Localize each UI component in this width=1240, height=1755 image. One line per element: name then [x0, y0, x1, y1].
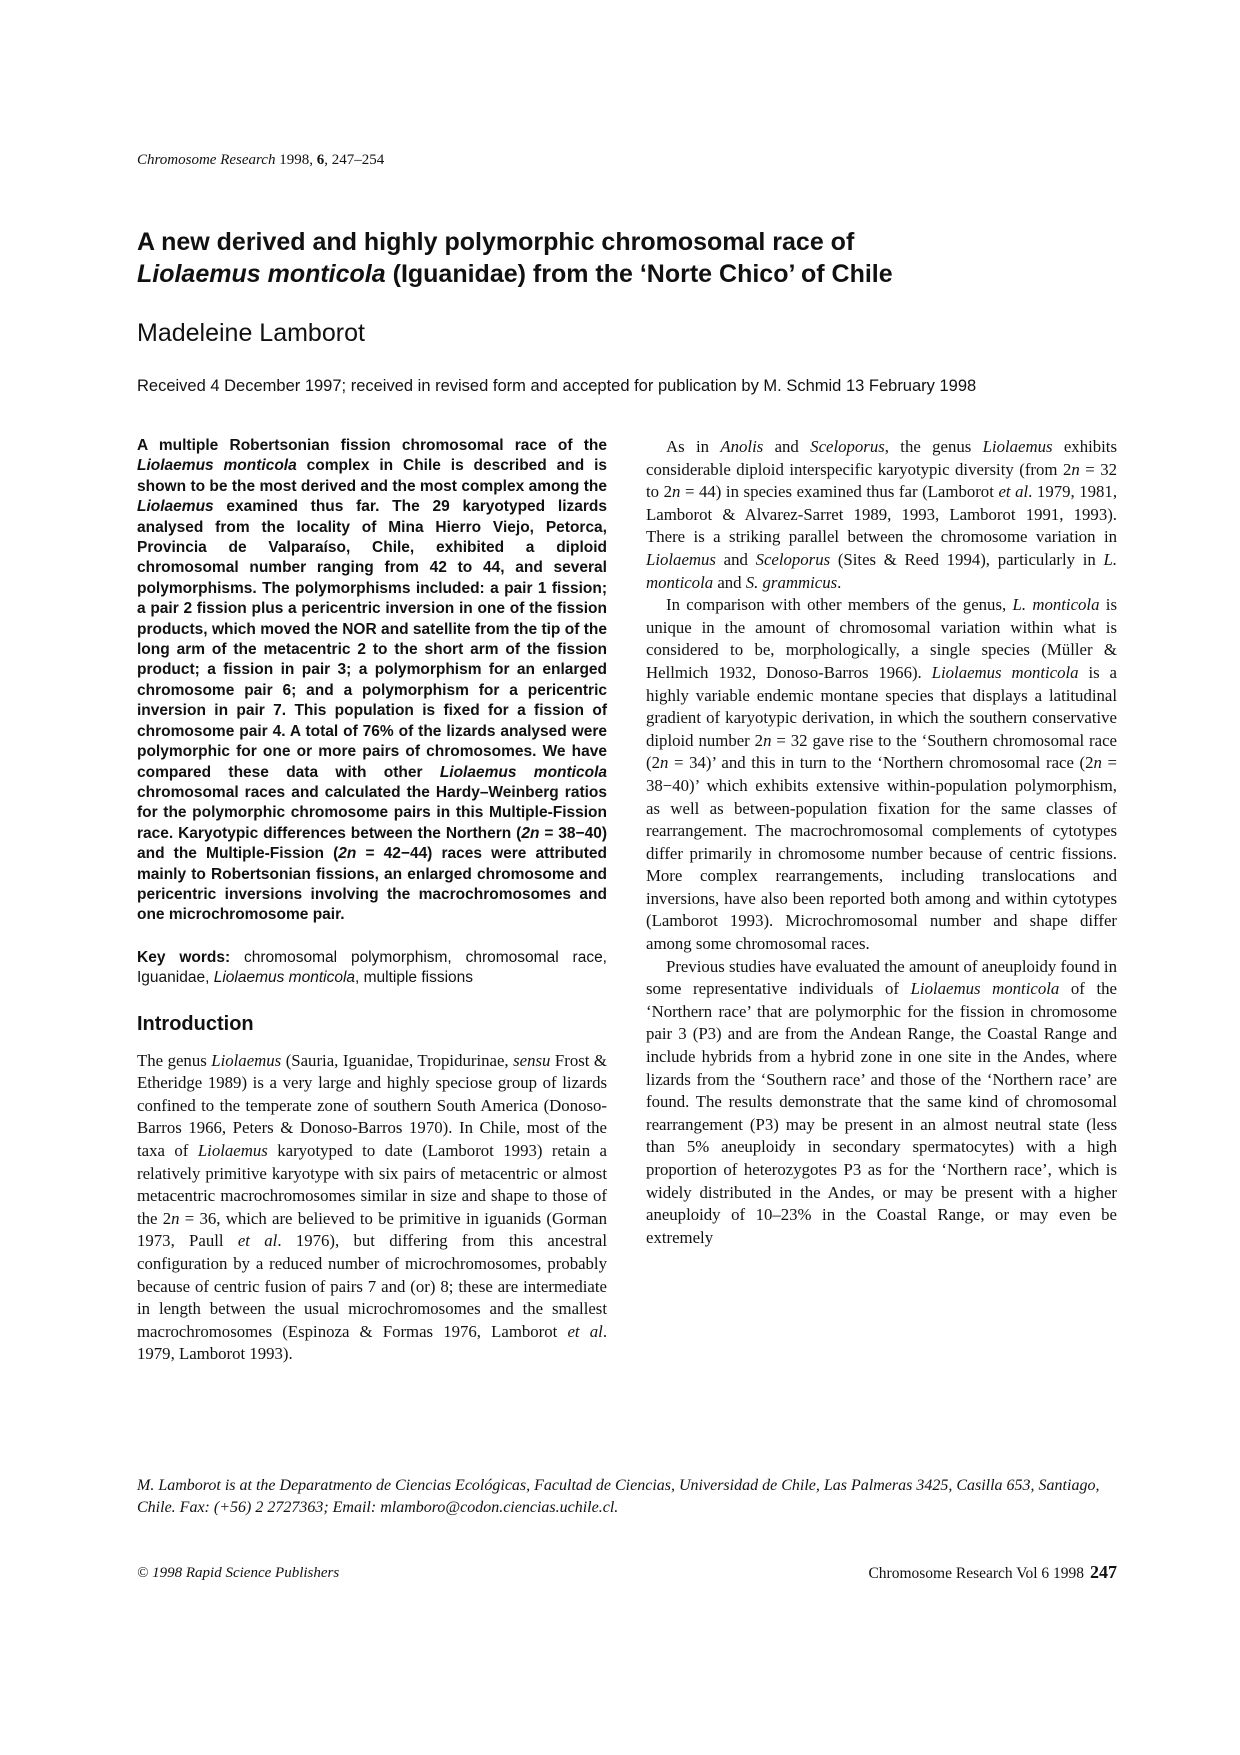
keywords: Key words: chromosomal polymorphism, chromosomal race, Iguanidae, Liolaemus monticola, multiple fissions: [137, 948, 607, 987]
title-line-2: [137, 258, 1117, 290]
journal-volume: 6: [316, 152, 325, 168]
abstract: A multiple Robertsonian fission chromosomal race of the Liolaemus monticola complex in Chile is described and is shown to be the most derived and the most complex among the Liolaemus examined thus far. The 29 karyotyped lizards analysed from the locality of Mina Hierro Viejo, Petorca, Provincia de Valparaíso, Chile, exhibited a diploid chromosomal number ranging from 42 to 44, and several polymorphisms. The polymorphisms included: a pair 1 fission; a pair 2 fission plus a pericentric inversion in one of the fission products, which moved the NOR and satellite from the tip of the long arm of the metacentric 2 to the short arm of the fission product; a fission in pair 3; a polymorphism for an enlarged chromosome pair 6; and a polymorphism for a pericentric inversion in pair 7. This population is fixed for a fission of chromosome pair 4. A total of 76% of the lizards analysed were polymorphic for one or more pairs of chromosomes. We have compared these data with other Liolaemus monticola chromosomal races and calculated the Hardy–Weinberg ratios for the polymorphic chromosome pairs in this Multiple-Fission race. Karyotypic differences between the Northern (2n = 38−40) and the Multiple-Fission (2n = 42−44) races were attributed mainly to Robertsonian fissions, an enlarged chromosome and pericentric inversions involving the macrochromosomes and one microchromosome pair.: [137, 437, 608, 924]
keywords-label: Key words:: [137, 948, 231, 966]
running-header: [137, 152, 384, 169]
intro-paragraph-4: Previous studies have evaluated the amount of aneuploidy found in some representative individuals of Liolaemus monticola of the ‘Northern race’ that are polymorphic for the fission in chromosome pair 3 (P3) and are from the Andean Range, the Coastal Range and include hybrids from a hybrid zone in one site in the Andes, where lizards from the ‘Southern race’ and those of the ‘Northern race’ are found. The results demonstrate that the same kind of chromosomal rearrangement (P3) may be present in an almost neutral state (less than 5% aneuploidy in secondary spermatocytes) with a high proportion of heterozygotes P3 as for the ‘Northern race’, which is widely distributed in the Andes, or may be present with a higher aneuploidy of 10–23% in the Coastal Range, or may even be extremely: [646, 956, 1117, 1247]
right-column: [646, 436, 1117, 1249]
intro-paragraph-1: The genus Liolaemus (Sauria, Iguanidae, Tropidurinae, sensu Frost & Etheridge 1989) is a very large and highly speciose group of lizards confined to the temperate zone of southern South America (Donoso-Barros 1966, Peters & Donoso-Barros 1970). In Chile, most of the taxa of Liolaemus karyotyped to date (Lamborot 1993) retain a relatively primitive karyotype with six pairs of metacentric or almost metacentric macrochromosomes similar in size and shape to those of the 2n = 36, which are believed to be primitive in iguanids (Gorman 1973, Paull et al. 1976), but differing from this ancestral configuration by a reduced number of microchromosomes, probably because of centric fusion of pairs 7 and (or) 8; these are intermediate in length between the usual microchromosomes and the smallest macrochromosomes (Espinoza & Formas 1976, Lamborot et al. 1979, Lamborot 1993).: [137, 1050, 608, 1364]
left-column: [137, 436, 607, 1366]
intro-paragraph-3: In comparison with other members of the genus, L. monticola is unique in the amount of chromosomal variation within what is considered to be, morphologically, a single species (Müller & Hellmich 1932, Donoso-Barros 1966). Liolaemus monticola is a highly variable endemic montane species that displays a latitudinal gradient of karyotypic derivation, in which the southern conservative diploid number 2n = 32 gave rise to the ‘Southern chromosomal race (2n = 34)’ and this in turn to the ‘Northern chromosomal race (2n = 38−40)’ which exhibits extensive within-population polymorphism, as well as between-population fixation for the same classes of rearrangement. The macrochromosomal complements of cytotypes differ primarily in chromosome number because of centric fissions. More complex rearrangements, including translocations and inversions, have also been reported both among and within cytotypes (Lamborot 1993). Microchromosomal number and shape differ among some chromosomal races.: [646, 595, 1117, 954]
article-title: [137, 226, 1117, 290]
intro-paragraph-2: As in Anolis and Sceloporus, the genus Liolaemus exhibits considerable diploid interspecific karyotypic diversity (from 2n = 32 to 2n = 44) in species examined thus far (Lamborot et al. 1979, 1981, Lamborot & Alvarez-Sarret 1989, 1993, Lamborot 1991, 1993). There is a striking parallel between the chromosome variation in Liolaemus and Sceloporus (Sites & Reed 1994), particularly in L. monticola and S. grammicus.: [646, 437, 1118, 592]
copyright-notice: © 1998 Rapid Science Publishers: [137, 1565, 340, 1581]
journal-name: Chromosome Research: [137, 152, 276, 168]
author-name: Madeleine Lamborot: [137, 319, 365, 347]
title-species: Liolaemus monticola: [137, 260, 386, 288]
page-footer: [868, 1562, 1117, 1583]
title-rest: (Iguanidae) from the ‘Norte Chico’ of Chile: [385, 260, 893, 288]
footer-journal-info: Chromosome Research Vol 6 1998: [868, 1565, 1084, 1582]
author-affiliation: M. Lamborot is at the Deparatmento de Ciencias Ecológicas, Facultad de Ciencias, Universidad de Chile, Las Palmeras 3425, Casilla 653, Santiago, Chile. Fax: (+56) 2 2727363; Email: mlamboro@codon.ciencias.uchile.cl.: [137, 1477, 1100, 1516]
page-number: 247: [1090, 1562, 1117, 1582]
journal-pages: , 247–254: [324, 152, 385, 168]
received-dates: Received 4 December 1997; received in revised form and accepted for publication by M. Schmid 13 February 1998: [137, 377, 977, 395]
section-heading-introduction: Introduction: [137, 1012, 254, 1035]
title-line-1: A new derived and highly polymorphic chromosomal race of: [137, 228, 855, 256]
journal-year: 1998,: [279, 152, 313, 168]
